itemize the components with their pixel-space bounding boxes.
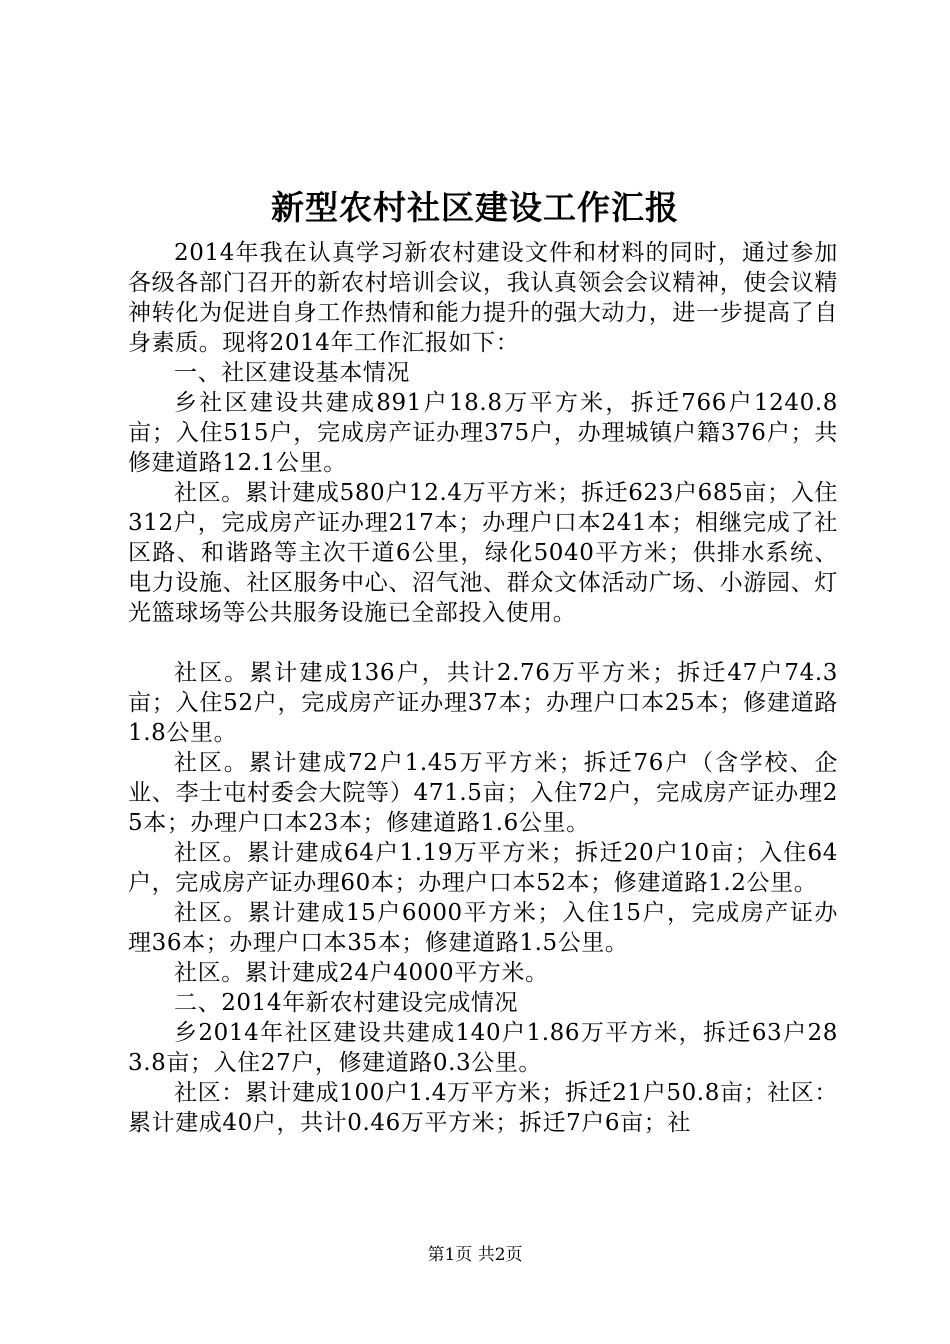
community-paragraph-1: 社区。累计建成580户12.4万平方米；拆迁623户685亩；入住312户，完成房产证办理217本；办理户口本241本；相继完成了社区路、和谐路等主次干道6公里，绿化5040平方米；供排水系统、电力设施、社区服务中心、沼气池、群众文体活动广场、小游园、灯光篮球场等公共服务设施已全部投入使用。	[128, 480, 838, 626]
section-heading-2: 二、2014年新农村建设完成情况	[174, 990, 519, 1016]
page-footer: 第1页 共2页	[427, 1245, 523, 1265]
township-2014-paragraph: 乡2014年社区建设共建成140户1.86万平方米，拆迁63户283.8亩；入住27户，修建道路0.3公里。	[128, 1020, 838, 1076]
community-paragraph-6: 社区。累计建成24户4000平方米。	[174, 960, 549, 986]
document-body	[128, 238, 838, 1138]
community-paragraph-2: 社区。累计建成136户，共计2.76万平方米；拆迁47户74.3亩；入住52户，完成房产证办理37本；办理户口本25本；修建道路1.8公里。	[128, 660, 838, 746]
community-paragraph-4: 社区。累计建成64户1.19万平方米；拆迁20户10亩；入住64户，完成房产证办理60本；办理户口本52本；修建道路1.2公里。	[128, 840, 838, 896]
blank-line	[128, 628, 838, 658]
document-title: 新型农村社区建设工作汇报	[271, 188, 679, 227]
section-heading-1: 一、社区建设基本情况	[174, 360, 410, 386]
community-2014-paragraph: 社区：累计建成100户1.4万平方米；拆迁21户50.8亩；社区：累计建成40户，共计0.46万平方米；拆迁7户6亩；社	[128, 1080, 838, 1136]
community-paragraph-3: 社区。累计建成72户1.45万平方米；拆迁76户（含学校、企业、李士屯村委会大院等）471.5亩；入住72户，完成房产证办理25本；办理户口本23本；修建道路1.6公里。	[128, 750, 838, 836]
intro-paragraph: 2014年我在认真学习新农村建设文件和材料的同时，通过参加各级各部门召开的新农村培训会议，我认真领会会议精神，使会议精神转化为促进自身工作热情和能力提升的强大动力，进一步提高了自身素质。现将2014年工作汇报如下：	[128, 240, 838, 356]
community-paragraph-5: 社区。累计建成15户6000平方米；入住15户，完成房产证办理36本；办理户口本35本；修建道路1.5公里。	[128, 900, 838, 956]
township-summary-paragraph: 乡社区建设共建成891户18.8万平方米，拆迁766户1240.8亩；入住515户，完成房产证办理375户，办理城镇户籍376户；共修建道路12.1公里。	[128, 390, 838, 476]
